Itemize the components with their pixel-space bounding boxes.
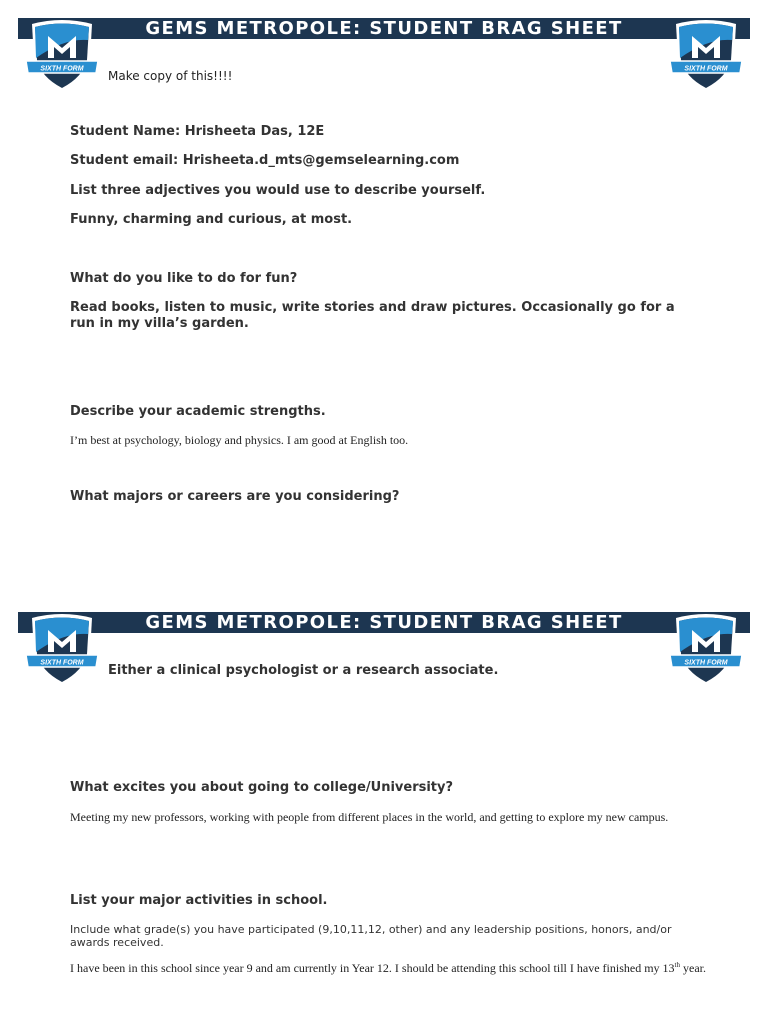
activities-answer <box>70 961 720 976</box>
strengths-question: Describe your academic strengths. <box>70 404 326 419</box>
header-title: GEMS METROPOLE: STUDENT BRAG SHEET <box>145 18 623 39</box>
strengths-answer: I’m best at psychology, biology and physics. I am good at English too. <box>70 433 409 447</box>
activities-answer-end: year. <box>680 961 706 975</box>
logo-text: SIXTH FORM <box>40 65 84 73</box>
header-banner <box>18 18 750 39</box>
logo-text: SIXTH FORM <box>40 659 84 667</box>
logo-text: SIXTH FORM <box>684 659 728 667</box>
adjectives-answer: Funny, charming and curious, at most. <box>70 212 353 227</box>
college-answer: Meeting my new professors, working with people from different places in the world, and getting to explore my new campus. <box>70 810 669 824</box>
logo-text: SIXTH FORM <box>684 65 728 73</box>
activities-hint: Include what grade(s) you have participated (9,10,11,12, other) and any leadership positions, honors, and/or awards received. <box>70 923 672 949</box>
school-logo-left <box>24 612 100 688</box>
college-question: What excites you about going to college/University? <box>70 780 454 795</box>
student-name: Student Name: Hrisheeta Das, 12E <box>70 124 325 139</box>
fun-answer: Read books, listen to music, write stories and draw pictures. Occasionally go for a run in my villa’s garden. <box>70 300 675 331</box>
adjectives-question: List three adjectives you would use to describe yourself. <box>70 183 486 198</box>
majors-answer: Either a clinical psychologist or a research associate. <box>108 663 499 678</box>
ordinal-suffix: th <box>674 961 680 969</box>
header-banner <box>18 612 750 633</box>
copy-note: Make copy of this!!!! <box>108 69 233 83</box>
fun-question: What do you like to do for fun? <box>70 271 298 286</box>
school-logo-left <box>24 18 100 94</box>
activities-question: List your major activities in school. <box>70 893 328 908</box>
student-email: Student email: Hrisheeta.d_mts@gemselearning.com <box>70 153 460 168</box>
majors-question: What majors or careers are you considering? <box>70 489 400 504</box>
header-title: GEMS METROPOLE: STUDENT BRAG SHEET <box>145 612 623 633</box>
activities-answer-text: I have been in this school since year 9 and am currently in Year 12. I should be attending this school till I have finished my 13 <box>70 961 675 975</box>
